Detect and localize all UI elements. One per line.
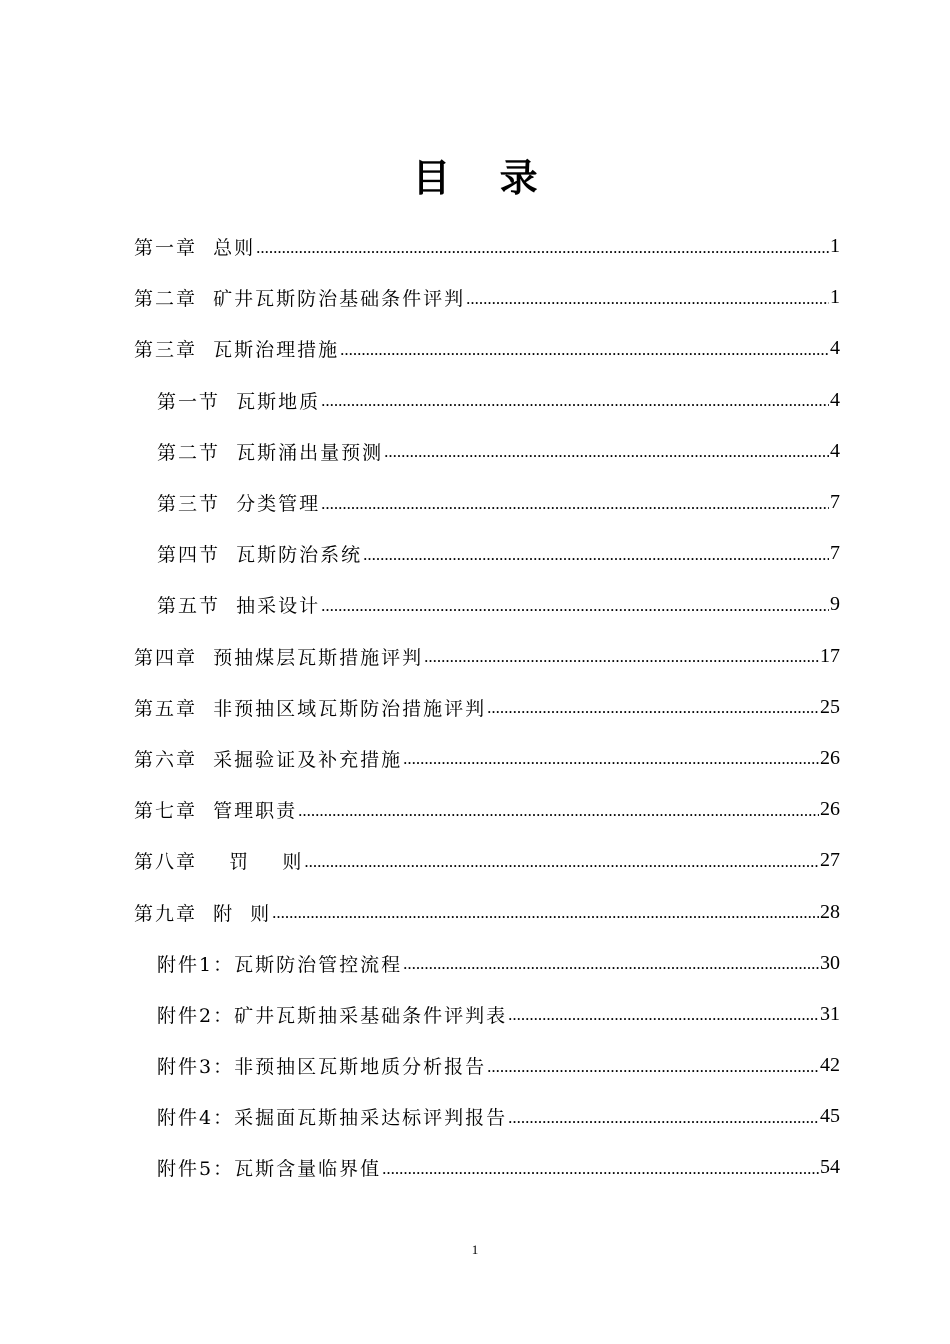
toc-entry-page: 54 — [820, 1156, 840, 1179]
toc-entry-label: 第八章 罚 则 — [134, 851, 304, 874]
toc-entry[interactable] — [0, 1091, 950, 1142]
toc-entry-page: 45 — [820, 1105, 840, 1128]
toc-entry-label: 第一节 瓦斯地质 — [157, 390, 321, 413]
toc-entry-label: 附件4：采掘面瓦斯抽采达标评判报告 — [157, 1107, 508, 1130]
toc-title: 目 录 — [412, 156, 556, 200]
toc-dot-leader — [363, 545, 829, 565]
toc-entry-page: 26 — [820, 746, 840, 769]
toc-dot-leader — [508, 1108, 819, 1128]
toc-entry[interactable] — [0, 477, 950, 528]
toc-entry-label: 第九章 附 则 — [134, 902, 272, 925]
toc-dot-leader — [304, 852, 819, 872]
toc-entry-label: 第七章 管理职责 — [134, 800, 298, 823]
toc-entry[interactable] — [0, 733, 950, 784]
toc-dot-leader — [272, 903, 819, 923]
toc-entry-page: 4 — [830, 388, 840, 411]
toc-entry-label: 附件2：矿井瓦斯抽采基础条件评判表 — [157, 1004, 508, 1027]
toc-entry-page: 4 — [830, 439, 840, 462]
toc-dot-leader — [321, 494, 829, 514]
toc-entry[interactable] — [0, 272, 950, 323]
toc-entry-label: 附件5：瓦斯含量临界值 — [157, 1158, 382, 1181]
toc-entry-page: 26 — [820, 798, 840, 821]
toc-entry-page: 1 — [830, 286, 840, 309]
toc-entry[interactable] — [0, 323, 950, 374]
toc-entry-page: 31 — [820, 1002, 840, 1025]
page-number: 1 — [471, 1242, 479, 1257]
toc-dot-leader — [508, 1005, 819, 1025]
toc-dot-leader — [403, 954, 819, 974]
toc-entry-page: 7 — [830, 491, 840, 514]
toc-entry-page: 42 — [820, 1054, 840, 1077]
toc-entry[interactable] — [0, 886, 950, 937]
toc-dot-leader — [321, 596, 829, 616]
toc-entry-page: 28 — [820, 900, 840, 923]
toc-entry-page: 27 — [820, 849, 840, 872]
toc-dot-leader — [466, 289, 829, 309]
toc-entry[interactable] — [0, 835, 950, 886]
toc-entry-label: 第二节 瓦斯涌出量预测 — [157, 441, 384, 464]
toc-entry[interactable] — [0, 221, 950, 272]
toc-dot-leader — [321, 391, 829, 411]
toc-dot-leader — [487, 698, 819, 718]
toc-entry-page: 7 — [830, 542, 840, 565]
toc-entry-label: 第四章 预抽煤层瓦斯措施评判 — [134, 646, 424, 669]
table-of-contents — [0, 221, 950, 1194]
toc-entry-page: 25 — [820, 695, 840, 718]
toc-entry-page: 4 — [830, 337, 840, 360]
toc-entry[interactable] — [0, 1040, 950, 1091]
toc-entry-page: 17 — [820, 644, 840, 667]
toc-dot-leader — [384, 442, 829, 462]
toc-entry-page: 9 — [830, 593, 840, 616]
toc-entry[interactable] — [0, 938, 950, 989]
toc-dot-leader — [382, 1159, 819, 1179]
toc-entry[interactable] — [0, 784, 950, 835]
toc-entry-label: 第五节 抽采设计 — [157, 595, 321, 618]
toc-dot-leader — [340, 340, 829, 360]
toc-entry[interactable] — [0, 579, 950, 630]
toc-dot-leader — [298, 801, 819, 821]
toc-entry-label: 附件1：瓦斯防治管控流程 — [157, 953, 403, 976]
toc-entry-page: 30 — [820, 951, 840, 974]
toc-dot-leader — [403, 749, 819, 769]
toc-entry-label: 第六章 采掘验证及补充措施 — [134, 748, 403, 771]
toc-entry[interactable] — [0, 1142, 950, 1193]
toc-entry[interactable] — [0, 528, 950, 579]
toc-dot-leader — [487, 1057, 819, 1077]
toc-entry[interactable] — [0, 682, 950, 733]
toc-entry-page: 1 — [830, 235, 840, 258]
toc-entry-label: 第三节 分类管理 — [157, 493, 321, 516]
toc-entry-label: 第三章 瓦斯治理措施 — [134, 339, 340, 362]
toc-entry-label: 第一章 总则 — [134, 237, 256, 260]
toc-entry[interactable] — [0, 989, 950, 1040]
toc-entry-label: 第四节 瓦斯防治系统 — [157, 544, 363, 567]
toc-dot-leader — [256, 238, 829, 258]
toc-entry-label: 第二章 矿井瓦斯防治基础条件评判 — [134, 288, 466, 311]
toc-entry-label: 第五章 非预抽区域瓦斯防治措施评判 — [134, 697, 487, 720]
toc-entry[interactable] — [0, 631, 950, 682]
toc-dot-leader — [424, 647, 819, 667]
toc-entry[interactable] — [0, 426, 950, 477]
toc-entry-label: 附件3：非预抽区瓦斯地质分析报告 — [157, 1056, 487, 1079]
toc-entry[interactable] — [0, 375, 950, 426]
